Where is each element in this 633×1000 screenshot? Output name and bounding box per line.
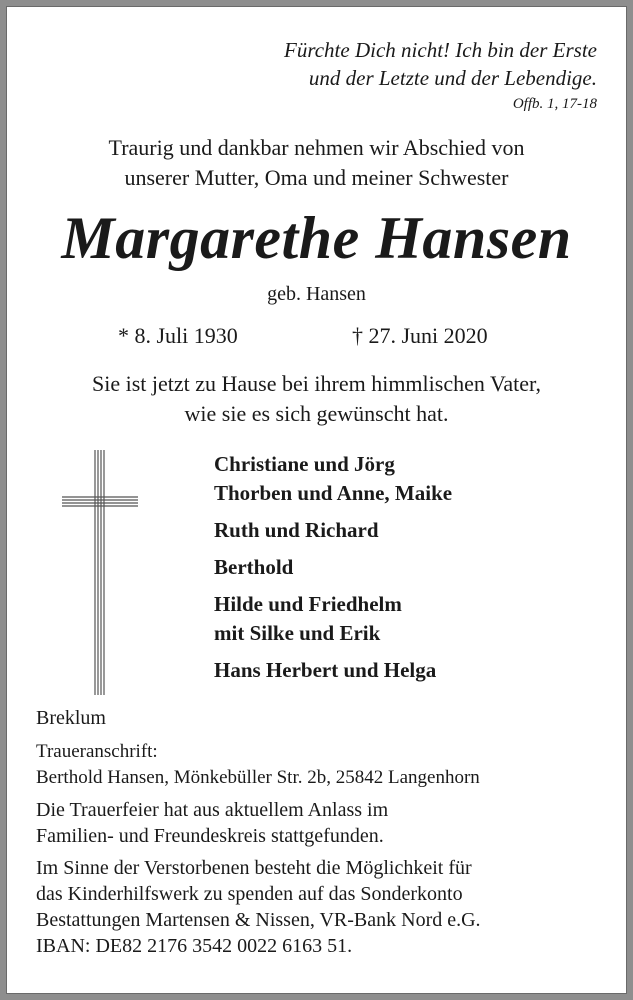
bible-quote xyxy=(284,36,597,116)
quote-line: Fürchte Dich nicht! Ich bin der Erste xyxy=(284,38,597,62)
birth-date: * 8. Juli 1930 xyxy=(118,323,238,348)
mourner-line: Berthold xyxy=(214,555,294,579)
intro-text xyxy=(0,133,633,193)
funeral-note xyxy=(36,797,616,849)
donation-note xyxy=(36,855,616,959)
donation-iban: IBAN: DE82 2176 3542 0022 6163 51. xyxy=(36,935,353,957)
mourners-list xyxy=(214,450,452,693)
death-date: † 27. Juni 2020 xyxy=(352,323,488,348)
donation-line: das Kinderhilfswerk zu spenden auf das Sonderkonto xyxy=(36,883,463,905)
funeral-note-line: Die Trauerfeier hat aus aktuellem Anlass im xyxy=(36,799,389,821)
funeral-note-line: Familien- und Freundeskreis stattgefunden. xyxy=(36,825,384,847)
mourner-group xyxy=(214,450,452,508)
deceased-name: Margarethe Hansen xyxy=(61,205,572,271)
statement-line: Sie ist jetzt zu Hause bei ihrem himmlischen Vater, xyxy=(92,371,541,396)
mourner-line: Hans Herbert und Helga xyxy=(214,658,437,682)
mourner-group xyxy=(214,656,452,685)
cross-icon xyxy=(62,450,138,695)
mourner-group xyxy=(214,516,452,545)
donation-line: Im Sinne der Verstorbenen besteht die Möglichkeit für xyxy=(36,857,472,879)
donation-line: Bestattungen Martensen & Nissen, VR-Bank Nord e.G. xyxy=(36,909,481,931)
mourner-group xyxy=(214,590,452,648)
mourner-line: Christiane und Jörg xyxy=(214,452,395,476)
statement-line: wie sie es sich gewünscht hat. xyxy=(184,401,449,426)
quote-line: und der Letzte und der Lebendige. xyxy=(308,66,597,90)
mourner-line: Ruth und Richard xyxy=(214,518,379,542)
place-name: Breklum xyxy=(36,707,106,729)
quote-reference: Offb. 1, 17-18 xyxy=(512,96,597,112)
birth-name: geb. Hansen xyxy=(267,283,366,305)
mourning-address xyxy=(36,739,616,791)
address-value: Berthold Hansen, Mönkebüller Str. 2b, 25842 Langenhorn xyxy=(36,767,480,788)
intro-line: Traurig und dankbar nehmen wir Abschied von xyxy=(108,135,525,160)
intro-line: unserer Mutter, Oma und meiner Schwester xyxy=(124,165,509,190)
mourner-line: Hilde und Friedhelm xyxy=(214,592,402,616)
mourner-line: Thorben und Anne, Maike xyxy=(214,481,453,505)
mourner-line: mit Silke und Erik xyxy=(214,621,381,645)
notice-footer xyxy=(36,705,616,965)
mourner-group xyxy=(214,553,452,582)
statement-text xyxy=(0,369,633,429)
address-label: Traueranschrift: xyxy=(36,741,158,762)
